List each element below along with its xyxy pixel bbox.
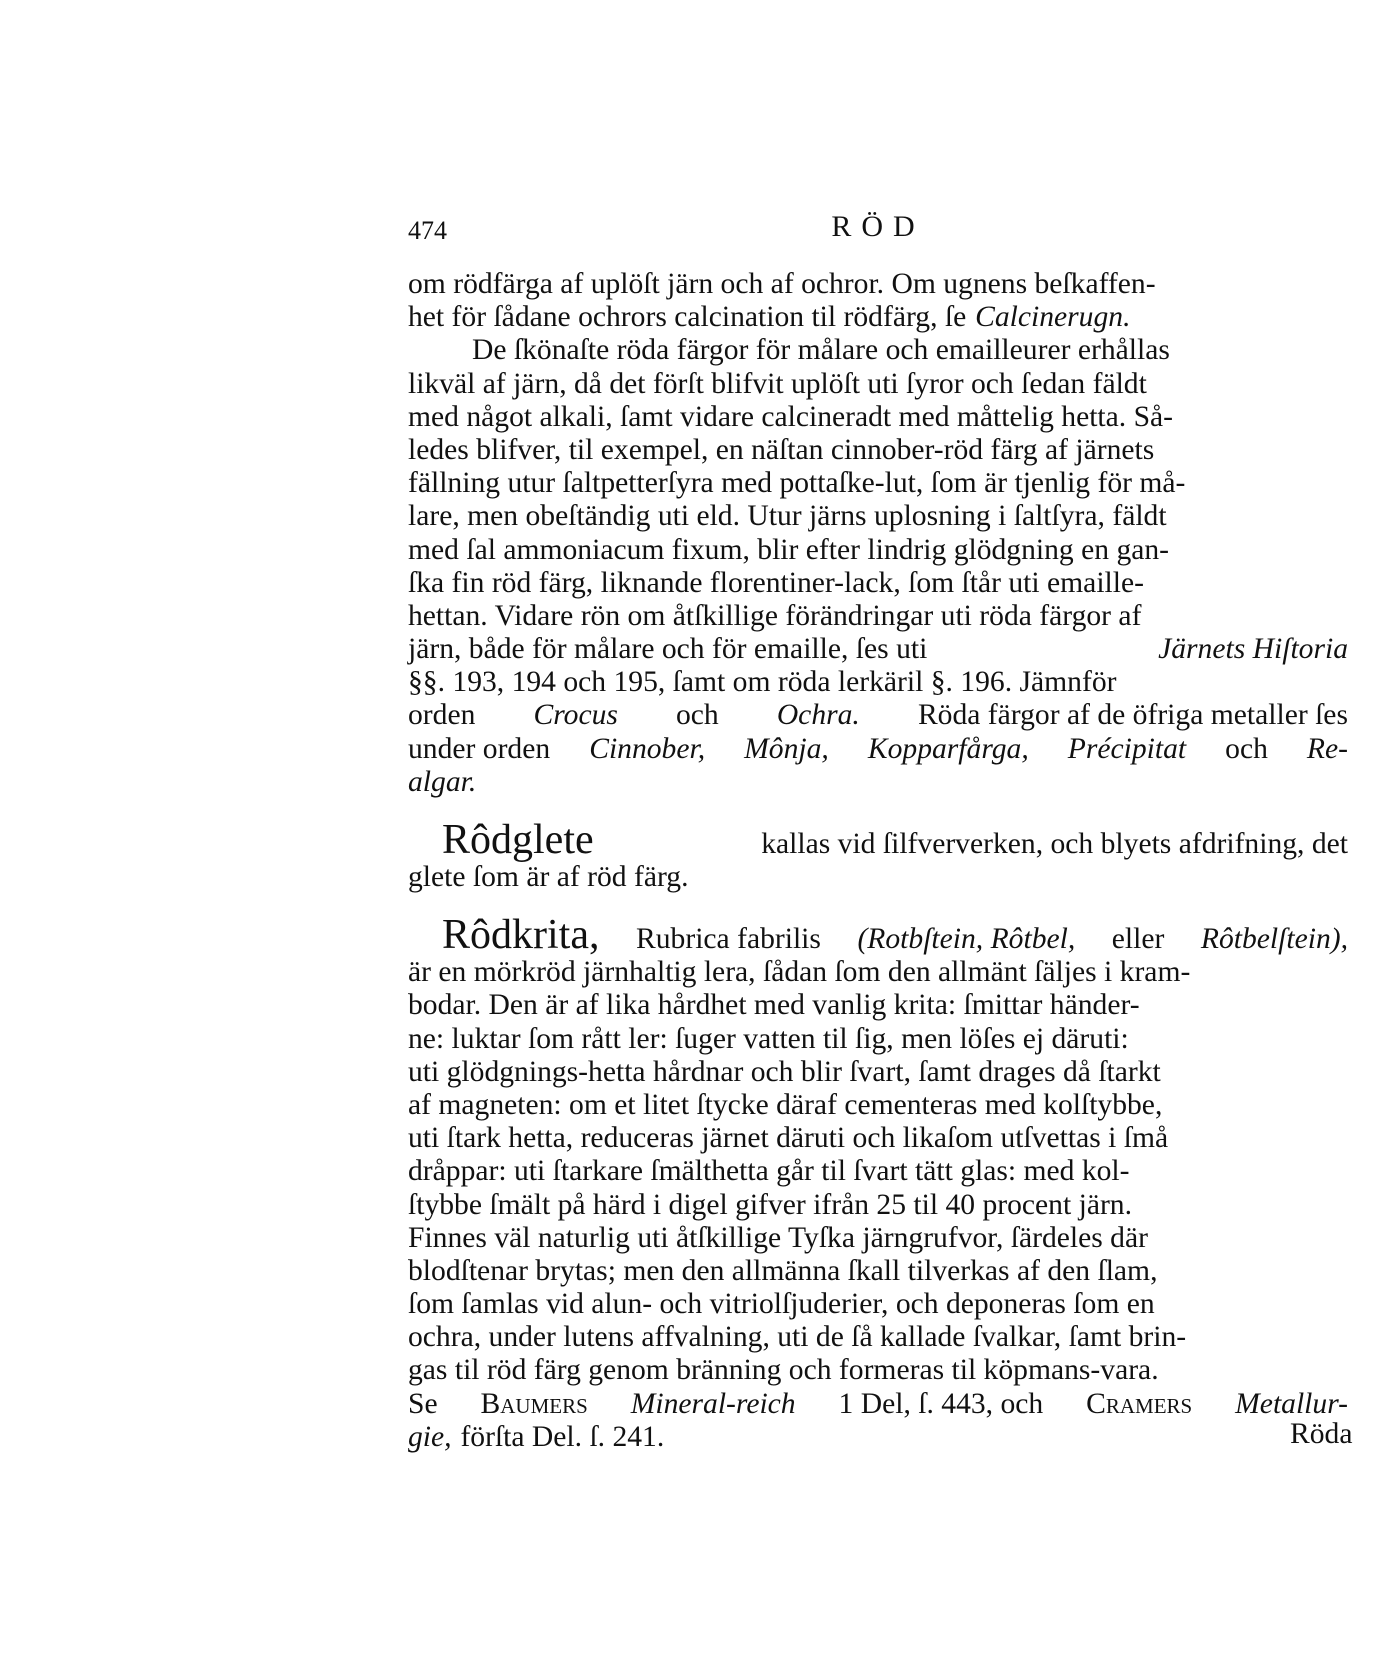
text-span: De ſkönaſte röda färgor för målare och emailleurer erhållas — [472, 334, 1170, 367]
text-span: uti ſtark hetta, reduceras järnet däruti och likaſom utſvettas i ſmå — [408, 1122, 1169, 1155]
text-line — [408, 467, 1348, 500]
text-span: med ſal ammoniacum fixum, blir efter lindrig glödgning en gan- — [408, 533, 1170, 566]
text-span: ſka fin röd färg, liknande florentiner-lack, ſom ſtår uti emaille- — [408, 566, 1144, 599]
text-span: uti glödgnings-hetta hårdnar och blir ſvart, ſamt drages då ſtarkt — [408, 1055, 1161, 1088]
cross-reference: Précipitat — [1067, 732, 1187, 765]
text-span: bodar. Den är af lika hårdhet med vanlig krita: ſmittar händer- — [408, 989, 1140, 1022]
text-line — [408, 268, 1348, 301]
text-span: hettan. Vidare rön om åtſkillige förändringar uti röda färgor af — [408, 599, 1142, 632]
cross-reference: algar. — [408, 765, 477, 798]
text-line — [408, 956, 1348, 989]
text-line — [408, 1388, 1348, 1421]
text-line — [408, 861, 1348, 894]
text-line — [408, 1354, 1348, 1387]
text-line — [408, 766, 1348, 799]
text-line — [408, 699, 1348, 732]
text-span: Finnes väl naturlig uti åtſkillige Tyſka järngrufvor, ſärdeles där — [408, 1221, 1148, 1254]
text-span: lare, men obeſtändig uti eld. Utur järns uplosning i ſaltſyra, fäldt — [408, 500, 1167, 533]
text-span: orden — [408, 699, 476, 732]
german-term: Rôtbelſtein), — [1200, 922, 1348, 955]
text-line — [408, 567, 1348, 600]
text-span: och — [1225, 732, 1268, 765]
text-span: kallas vid ſilfververken, och blyets afdrifning, det — [761, 827, 1348, 860]
entry-headword: Rôdkrita, — [442, 912, 600, 959]
work-title: Mineral-reich — [630, 1387, 796, 1420]
text-line — [408, 1222, 1348, 1255]
cross-reference: Re- — [1306, 732, 1348, 765]
text-span: ſom ſamlas vid alun- och vitriolſjuderier, och deponeras ſom en — [408, 1288, 1155, 1321]
text-span: järn, både för målare och för emaille, ſes uti — [408, 633, 928, 666]
dictionary-entry-rodglete — [408, 817, 1348, 894]
text-line — [408, 1023, 1348, 1056]
cross-reference: Ochra. — [776, 699, 860, 732]
text-line — [408, 1056, 1348, 1089]
text-span: af magneten: om et litet ſtycke däraf cementeras med kolſtybbe, — [408, 1088, 1163, 1121]
cross-reference: Mônja, — [744, 732, 829, 765]
text-span: förſta Del. ſ. 241. — [460, 1420, 665, 1453]
text-line — [408, 600, 1348, 633]
text-line — [408, 733, 1348, 766]
text-line — [408, 1255, 1348, 1288]
work-title: gie, — [408, 1420, 452, 1453]
text-span: Rubrica fabrilis — [636, 922, 821, 955]
text-span: Röda färgor af de öfriga metaller ſes — [917, 699, 1348, 732]
cross-reference: Calcinerugn. — [975, 301, 1131, 334]
text-span: ſtybbe ſmält på härd i digel gifver ifrån 25 til 40 procent järn. — [408, 1188, 1133, 1221]
text-line — [408, 534, 1348, 567]
german-term: (Rotbſtein, Rôtbel, — [857, 922, 1076, 955]
text-span: dråppar: uti ſtarkare ſmälthetta går til ſvart tätt glas: med kol- — [408, 1155, 1130, 1188]
text-span: och — [675, 699, 719, 732]
running-title: RÖD — [831, 210, 925, 243]
text-span: glete ſom är af röd färg. — [408, 861, 689, 893]
text-line — [408, 1288, 1348, 1321]
text-line — [408, 500, 1348, 533]
text-line — [408, 989, 1348, 1022]
body-text — [408, 268, 1348, 1454]
text-line — [408, 1089, 1348, 1122]
text-line — [408, 1155, 1348, 1188]
text-span: med något alkali, ſamt vidare calcineradt med måttelig hetta. Så- — [408, 400, 1174, 433]
text-line — [408, 368, 1348, 401]
text-span: blodſtenar brytas; men den allmänna ſkall tilverkas af den ſlam, — [408, 1254, 1158, 1287]
text-span: om rödfärga af uplöſt järn och af ochror. Om ugnens beſkaffen- — [408, 268, 1156, 300]
text-span: under orden — [408, 732, 551, 765]
text-line — [408, 301, 1348, 334]
text-line — [408, 666, 1348, 699]
text-line — [408, 401, 1348, 434]
author-name: Cramers — [1086, 1387, 1193, 1420]
cross-reference: Kopparfårga, — [867, 732, 1029, 765]
page-header — [408, 208, 1348, 256]
author-name: Baumers — [480, 1387, 588, 1420]
catchword: Röda — [1290, 1418, 1353, 1450]
text-span: är en mörkröd järnhaltig lera, ſådan ſom den allmänt ſäljes i kram- — [408, 956, 1191, 989]
text-line — [408, 1122, 1348, 1155]
cross-reference: Järnets Hiſtoria — [1158, 633, 1348, 666]
text-line — [408, 817, 1348, 861]
text-span: ne: luktar ſom rått ler: ſuger vatten til ſig, men löſes ej däruti: — [408, 1022, 1129, 1055]
text-line — [408, 1421, 1348, 1454]
text-line — [408, 1189, 1348, 1222]
text-span: gas til röd färg genom bränning och formeras til köpmans-vara. — [408, 1354, 1159, 1387]
text-line — [408, 633, 1348, 666]
text-span: likväl af järn, då det förſt blifvit uplöſt uti ſyror och ſedan fäldt — [408, 367, 1147, 400]
text-span: fällning utur ſaltpetterſyra med pottaſke-lut, ſom är tjenlig för må- — [408, 467, 1186, 500]
cross-reference: Cinnober, — [589, 732, 706, 765]
text-line — [408, 912, 1348, 959]
cross-reference: Crocus — [533, 699, 618, 732]
text-span: ochra, under lutens affvalning, uti de ſå kallade ſvalkar, ſamt brin- — [408, 1321, 1187, 1354]
page-number: 474 — [408, 216, 447, 245]
text-span: 1 Del, ſ. 443, och — [838, 1387, 1044, 1420]
text-span: Se — [408, 1387, 438, 1420]
text-line — [408, 1321, 1348, 1354]
text-span: het för ſådane ochrors calcination til rödfärg, ſe — [408, 301, 967, 334]
text-span: §§. 193, 194 och 195, ſamt om röda lerkäril §. 196. Jämnför — [408, 666, 1117, 699]
text-line — [408, 334, 1348, 367]
text-span: eller — [1111, 922, 1165, 955]
entry-headword: Rôdglete — [442, 817, 594, 863]
dictionary-entry-rodkrita — [408, 912, 1348, 1454]
text-span: ledes blifver, til exempel, en näſtan cinnober-röd färg af järnets — [408, 433, 1155, 466]
text-line — [408, 434, 1348, 467]
work-title: Metallur- — [1235, 1387, 1348, 1420]
